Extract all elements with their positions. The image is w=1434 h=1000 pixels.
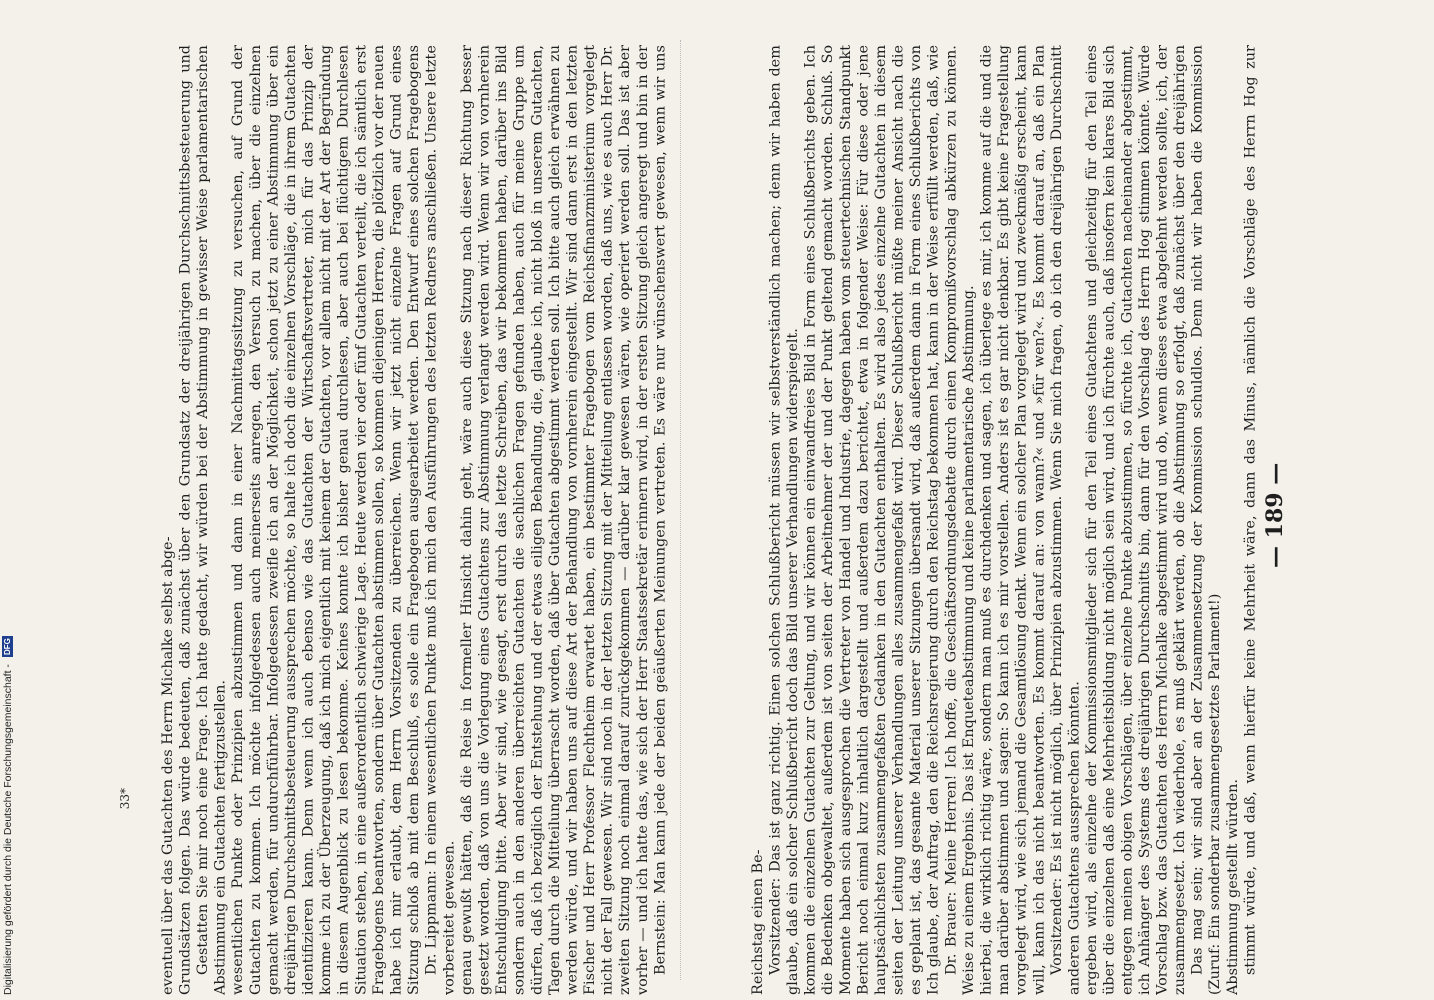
dfg-logo: DFG [3,638,12,656]
paragraph-continuation: stimmt würde, und daß, wenn hierfür keine Mehrheit wäre, dann das Minus, nämlich die Vorschläge des Herrn Hog zur Abstimmung gestellt würden. [1224,45,1259,995]
paragraph-composition: Das mag sein; wir sind aber an der Zusammensetzung der Kommission schuldlos. Denn nicht wir haben die Kommission zusammengesetzt. Ich wiederhole, es muß geklärt werden, ob die Abstimmung so erfolgt, daß zunächst über den dreijährigen Vorschlag bzw. das Gutachten des Herrn Michalke abgestimmt wird und ob, wenn dieses etwa abgelehnt werden sollte, ich, der ich Anhänger des Systems des dreijährigen Durchschnitts bin, dann für den Vorschlag des Herrn Hog stimmen könnte. Würde entgegen meinen obigen Vorschlägen, über einzelne Punkte abzustimmen, so fürchte ich, Gutachten nacheinander abgestimmt, über die einzelnen daß eine Mehrheitsbildung nicht möglich sein wird, und ich fürchte auch, daß insofern kein klares Bild sich ergeben wird, als einzelne der Kommissionsmitglieder sich für den Teil eines Gutachtens und gleichzeitig für den Teil eines anderen Gutachtens aussprechen könnten. [1066,45,1206,995]
credit-text: Digitalisierung gefördert durch die Deutsche Forschungsgemeinschaft - [2,664,14,995]
signature-mark: 33* [118,788,132,810]
column-divider [680,40,681,980]
paragraph-brauer: Dr. Brauer: Meine Herren! Ich hoffe, die Geschäftsordnungsdebatte durch einen Kompromißvorschlag abkürzen zu können. Ich glaube, der Auftrag, den die Reichsregierung durch den Reichstag bekommen hat, kann in der Weise erfüllt werden, daß, wie es geplant ist, das gesamte Material unserer Sitzungen übersandt wird, daß außerdem dann in Form eines Schlußberichts von seiten der Leitung unserer Verhandlungen alles zusammengefaßt wird. Dieser Schlußbericht müßte meiner Ansicht nach die hauptsächlichsten zusammengefaßten Gedanken in den Gutachten enthalten. Es wird also jedes einzelne Gutachten in diesem Bericht noch einmal kurz inhaltlich dargestellt und außerdem dazu berichtet, etwa in folgender Weise: Für diese oder jene Momente haben sich ausgesprochen die Vertreter von Handel und Industrie, dagegen haben vom steuertechnischen Standpunkt die Bedenken obgewaltet, außerdem ist von seiten der Arbeitnehmer der und der Punkt geltend gemacht worden. Schluß. So kommen die einzelnen Gutachten zur Geltung, und wir können ein einwandfreies Bild in Form eines Schlußberichts geben. Ich glaube, daß ein solcher Schlußbericht doch das Bild unserer Verhandlungen widerspiegelt. [784,45,960,995]
paragraph-chairman-1: Vorsitzender: Es ist nicht möglich, über Prinzipien abzustimmen. Wenn Sie mich fragen, ob ich den dreijährigen Durchschnitt will, kann ich das nicht beantworten. Es kommt darauf an: von wann?« und »für wen?«. Es kommt darauf an, daß ein Plan vorgelegt wird, wie sich jemand die Gesamtlösung denkt. Wenn ein solcher Plan vorgelegt wird und zweckmäßig erscheint, kann man darüber abstimmen und sagen: So kann ich es mir vorstellen. Anders ist es gar nicht denkbar. Es gibt keine Fragestellung hierbei, die wirklich richtig wäre, sondern man muß es durchdenken und sagen, ich überlege es mir, ich komme auf die und die Weise zu einem Ergebnis. Das ist Enqueteabstimmung und keine parlamentarische Abstimmung. [960,45,1065,995]
page-dash-left: — [1262,545,1288,568]
page-number: 189 [1262,492,1288,538]
column-left [90,45,670,995]
digitization-credit [2,520,16,995]
column-right [690,45,1260,995]
paragraph-question: Gestatten Sie mir noch eine Frage. Ich hatte gedacht, wir würden bei der Abstimmung in gewisser Weise parlamentarischen Grundsätzen folgen. Das würde bedeuten, daß zunächst über den Grundsatz der dreijährigen Durchschnittsbesteuerung und eventuell über das Gutachten des Herrn Michalke selbst abge- [159,45,211,995]
paragraph-chairman-2: Vorsitzender: Das ist ganz richtig. Einen solchen Schlußbericht müssen wir selbstverständlich machen; denn wir haben dem Reichstag einen Be- [749,45,784,995]
page-dash-right: — [1262,462,1288,485]
paragraph-lippmann: Dr. Lippmann: In einem wesentlichen Punkte muß ich mich den Ausführungen des letzten Redners anschließen. Unsere letzte Sitzung schloß ab mit dem Beschluß, es solle ein Fragebogen ausgearbeitet werden. Den Entwurf eines solchen Fragebogens habe ich mir erlaubt, dem Herrn Vorsitzenden zu überreichen. Wenn wir jetzt nicht einzelne Fragen auf Grund eines Fragebogens beantworten, sondern über Gutachten abstimmen sollen, so kommen diejenigen Herren, die plötzlich vor der neuen Situation stehen, in eine außerordentlich schwierige Lage. Heute werden vier oder fünf Gutachten verteilt, die ich sämtlich erst in diesem Augenblick zu lesen bekomme. Keines konnte ich bisher genau durchlesen, aber auch bei flüchtigem Durchlesen komme ich zu der Überzeugung, daß ich mich eigentlich mit keinem der Gutachten, vor allem nicht mit der Art der Begründung identifizieren kann. Denn wenn ich auch ebenso wie das Gutachten der Wirtschaftsvertreter, mich für das Prinzip der dreijährigen Durchschnittsbesteuerung aussprechen möchte, so halte ich doch die einzelnen Vorschläge, die in ihrem Gutachten gemacht werden, für undurchführbar. Infolgedessen zweifle ich an der Möglichkeit, schon jetzt zu einer Abstimmung über ein Gutachten zu kommen. Ich möchte infolgedessen auch meinerseits anregen, den Versuch zu machen, über die einzelnen wesentlichen Punkte oder Prinzipien abzustimmen und dann in einer Nachmittagssitzung zu versuchen, auf Grund der Abstimmung ein Gutachten fertigzustellen. [212,45,440,995]
paragraph-bernstein: Bernstein: Man kann jede der beiden geäußerten Meinungen vertreten. Es wäre nur wünschenswert gewesen, wenn wir uns vorher — und ich hatte das, wie sich der Herr Staatssekretär erinnern wird, in der ersten Sitzung gleich angeregt und bin in der zweiten Sitzung noch einmal darauf zurückgekommen — darüber klar gewesen wären, wie operiert werden soll. Das ist aber nicht der Fall gewesen. Wir sind noch in der letzten Sitzung mit der Mitteilung entlassen worden, daß uns, wie es auch Herr Dr. Fischer und Herr Professor Flechtheim erwartet haben, ein bestimmter Fragebogen vom Reichsfinanzministerium vorgelegt werden würde, und wir haben uns auf diese Art der Behandlung von vornherein eingestellt. Wir sind dann erst in den letzten Tagen durch die Mitteilung überrascht worden, daß über Gutachten abgestimmt werden soll. Ich bitte auch gleich erwähnen zu dürfen, daß ich bezüglich der Entstehung und der etwas eiligen Behandlung, die, glaube ich, nicht bloß in unserem Gutachten, sondern auch in den anderen überreichten Gutachten die sachlichen Fragen gefunden haben, auch für meine Gruppe um Entschuldigung bitte. Aber wir sind, wie gesagt, erst durch das letzte Schreiben, das wir bekommen haben, darüber ins Bild gesetzt worden, daß von uns die Vorlegung eines Gutachtens zur Abstimmung verlangt werden wird. Wenn wir von vornherein genau gewußt hätten, daß die Reise in formeller Hinsicht dahin geht, wäre auch diese Sitzung nach dieser Richtung besser vorbereitet gewesen. [441,45,669,995]
paragraph-interjection: (Zuruf: Ein sonderbar zusammengesetztes Parlament!) [1207,593,1224,995]
page-header [1262,455,1292,575]
